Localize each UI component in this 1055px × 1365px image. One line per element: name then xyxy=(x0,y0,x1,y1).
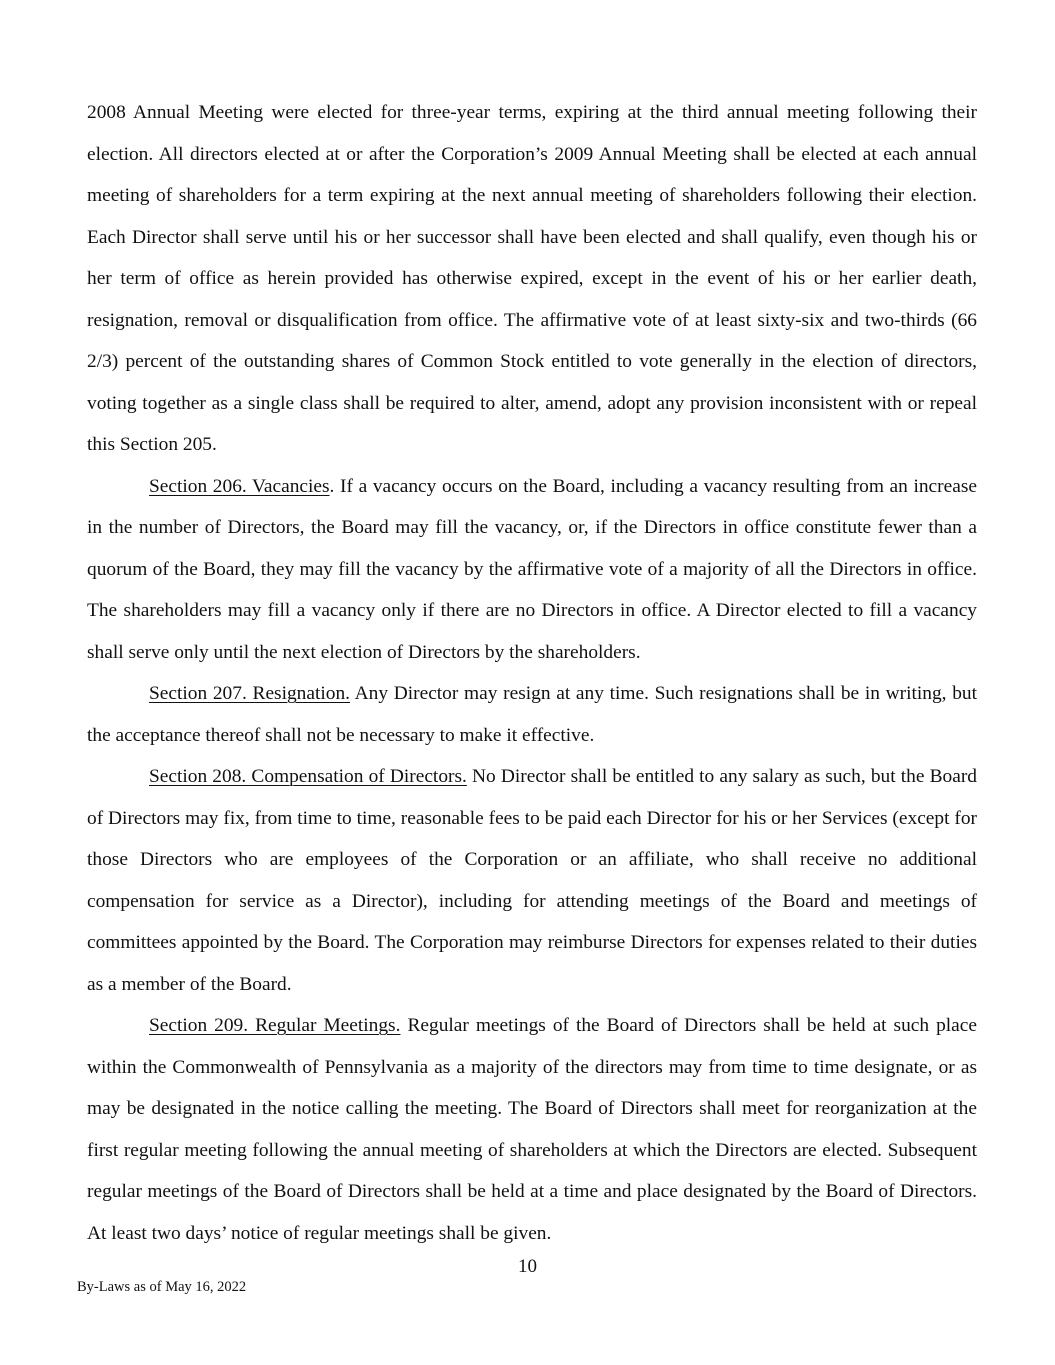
document-footer: By-Laws as of May 16, 2022 xyxy=(77,1279,247,1295)
section-text: If a vacancy occurs on the Board, including a vacancy resulting from an increase in the number of Directors, the Board may fill the vacancy, or, if the Directors in office constitute fewer than a quorum of the Board, they may fill the vacancy by the affirmative vote of a majority of all the Directors in office. The shareholders may fill a vacancy only if there are no Directors in office. A Director elected to fill a vacancy shall serve only until the next election of Directors by the shareholders. xyxy=(87,475,977,663)
section-heading: Section 206. Vacancies xyxy=(149,475,330,497)
section-206-vacancies: Section 206. Vacancies. If a vacancy occurs on the Board, including a vacancy resulting from an increase in the number of Directors, the Board may fill the vacancy, or, if the Directors in office constitute fewer than a quorum of the Board, they may fill the vacancy by the affirmative vote of a majority of all the Directors in office. The shareholders may fill a vacancy only if there are no Directors in office. A Director elected to fill a vacancy shall serve only until the next election of Directors by the shareholders. xyxy=(87,475,977,663)
section-text: No Director shall be entitled to any salary as such, but the Board of Directors may fix, from time to time, reasonable fees to be paid each Director for his or her Services (except for those Directors who are employees of the Corporation or an affiliate, who shall receive no additional compensation for service as a Director), including for attending meetings of the Board and meetings of committees appointed by the Board. The Corporation may reimburse Directors for expenses related to their duties as a member of the Board. xyxy=(87,766,977,995)
section-text: Regular meetings of the Board of Directors shall be held at such place within the Commonwealth of Pennsylvania as a majority of the directors may from time to time designate, or as may be designated in the notice calling the meeting. The Board of Directors shall meet for reorganization at the first regular meeting following the annual meeting of shareholders at which the Directors are elected. Subsequent regular meetings of the Board of Directors shall be held at a time and place designated by the Board of Directors. At least two days’ notice of regular meetings shall be given. xyxy=(87,1015,977,1244)
section-text: Any Director may resign at any time. Such resignations shall be in writing, but the acceptance thereof shall not be necessary to make it effective. xyxy=(87,683,977,746)
section-207-resignation xyxy=(87,673,977,756)
section-208-compensation xyxy=(87,756,977,1005)
document-body xyxy=(87,92,977,1254)
section-205-continuation: 2008 Annual Meeting were elected for three-year terms, expiring at the third annual meeting following their election. All directors elected at or after the Corporation’s 2009 Annual Meeting shall be elected at each annual meeting of shareholders for a term expiring at the next annual meeting of shareholders following their election. Each Director shall serve until his or her successor shall have been elected and shall qualify, even though his or her term of office as herein provided has otherwise expired, except in the event of his or her earlier death, resignation, removal or disqualification from office. The affirmative vote of at least sixty-six and two-thirds (66 2/3) percent of the outstanding shares of Common Stock entitled to vote generally in the election of directors, voting together as a single class shall be required to alter, amend, adopt any provision inconsistent with or repeal this Section 205. xyxy=(87,102,977,455)
section-heading: Section 208. Compensation of Directors. xyxy=(149,766,467,787)
section-heading: Section 207. Resignation. xyxy=(149,683,350,704)
page-number: 10 xyxy=(518,1256,537,1277)
section-209-regular-meetings xyxy=(87,1005,977,1254)
section-heading: Section 209. Regular Meetings. xyxy=(149,1015,401,1036)
